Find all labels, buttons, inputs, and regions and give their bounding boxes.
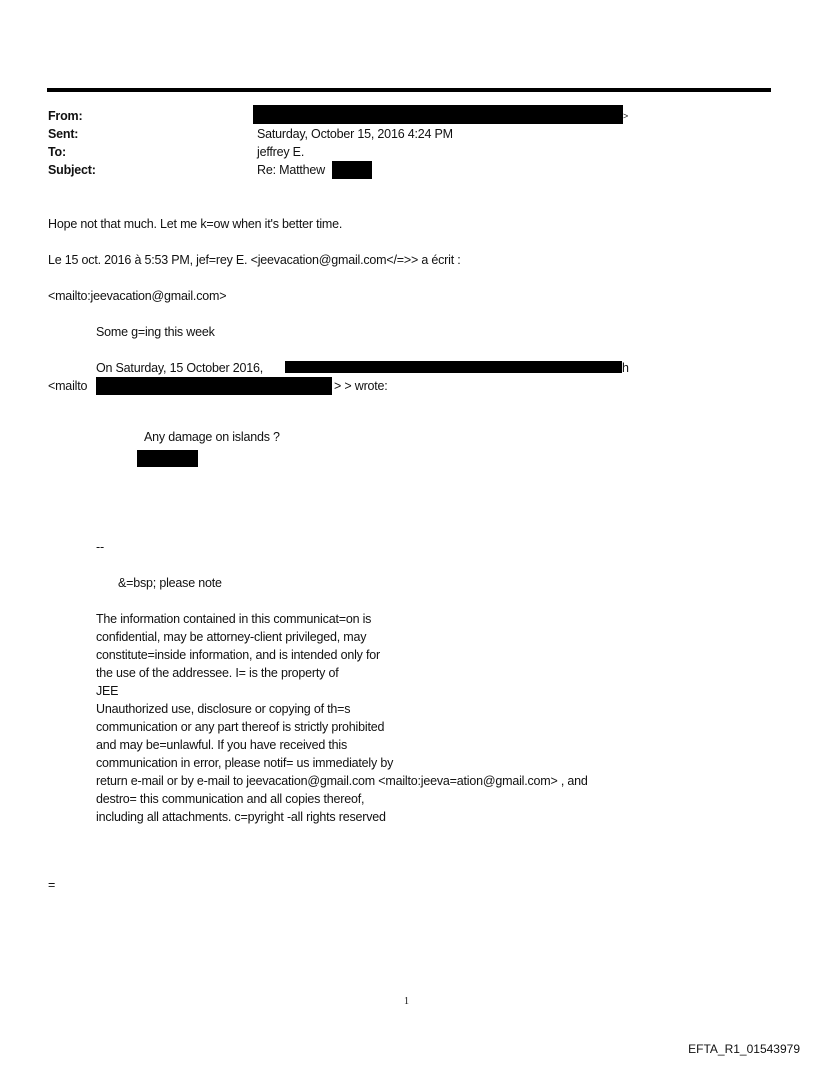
disclaimer-line: communication in error, please notif= us immediately by bbox=[96, 756, 394, 770]
body-line: Le 15 oct. 2016 à 5:53 PM, jef=rey E. <jeevacation@gmail.com</=>> a écrit : bbox=[48, 253, 461, 267]
from-label: From: bbox=[48, 109, 83, 123]
disclaimer-line: return e-mail or by e-mail to jeevacation@gmail.com <mailto:jeeva=ation@gmail.com> , and bbox=[96, 774, 588, 788]
body-line: Hope not that much. Let me k=ow when it's better time. bbox=[48, 217, 343, 231]
page-number: 1 bbox=[404, 996, 409, 1007]
redaction-sender bbox=[285, 361, 622, 373]
body-line-tail: h bbox=[622, 361, 629, 375]
bates-number: EFTA_R1_01543979 bbox=[688, 1042, 800, 1056]
trailing-char: = bbox=[48, 878, 56, 892]
disclaimer-line: constitute=inside information, and is intended only for bbox=[96, 648, 380, 662]
disclaimer-line: JEE bbox=[96, 684, 119, 698]
body-line: On Saturday, 15 October 2016, bbox=[96, 361, 263, 375]
to-value: jeffrey E. bbox=[257, 145, 305, 159]
quoted-line: Any damage on islands ? bbox=[144, 430, 280, 444]
redaction-signature bbox=[137, 450, 198, 467]
body-line: <mailto bbox=[48, 379, 88, 393]
subject-label: Subject: bbox=[48, 163, 96, 177]
body-line: <mailto:jeevacation@gmail.com> bbox=[48, 289, 227, 303]
disclaimer-line: communication or any part thereof is strictly prohibited bbox=[96, 720, 385, 734]
subject-value: Re: Matthew bbox=[257, 163, 325, 177]
disclaimer-line: Unauthorized use, disclosure or copying of th=s bbox=[96, 702, 351, 716]
body-line: > > wrote: bbox=[334, 379, 388, 393]
body-line: &=bsp; please note bbox=[118, 576, 222, 590]
disclaimer-line: confidential, may be attorney-client privileged, may bbox=[96, 630, 367, 644]
disclaimer-line: The information contained in this communicat=on is bbox=[96, 612, 372, 626]
to-label: To: bbox=[48, 145, 66, 159]
disclaimer-line: the use of the addressee. I= is the property of bbox=[96, 666, 339, 680]
header-rule bbox=[47, 88, 771, 92]
from-tail: > bbox=[623, 111, 629, 121]
redaction-from bbox=[253, 105, 623, 124]
redaction-mailto bbox=[96, 377, 332, 395]
sent-label: Sent: bbox=[48, 127, 79, 141]
disclaimer-line: including all attachments. c=pyright -all rights reserved bbox=[96, 810, 386, 824]
disclaimer-line: destro= this communication and all copies thereof, bbox=[96, 792, 365, 806]
signature-dash: -- bbox=[96, 540, 104, 554]
disclaimer-line: and may be=unlawful. If you have received this bbox=[96, 738, 348, 752]
redaction-subject bbox=[332, 161, 372, 179]
sent-value: Saturday, October 15, 2016 4:24 PM bbox=[257, 127, 453, 141]
body-line: Some g=ing this week bbox=[96, 325, 215, 339]
